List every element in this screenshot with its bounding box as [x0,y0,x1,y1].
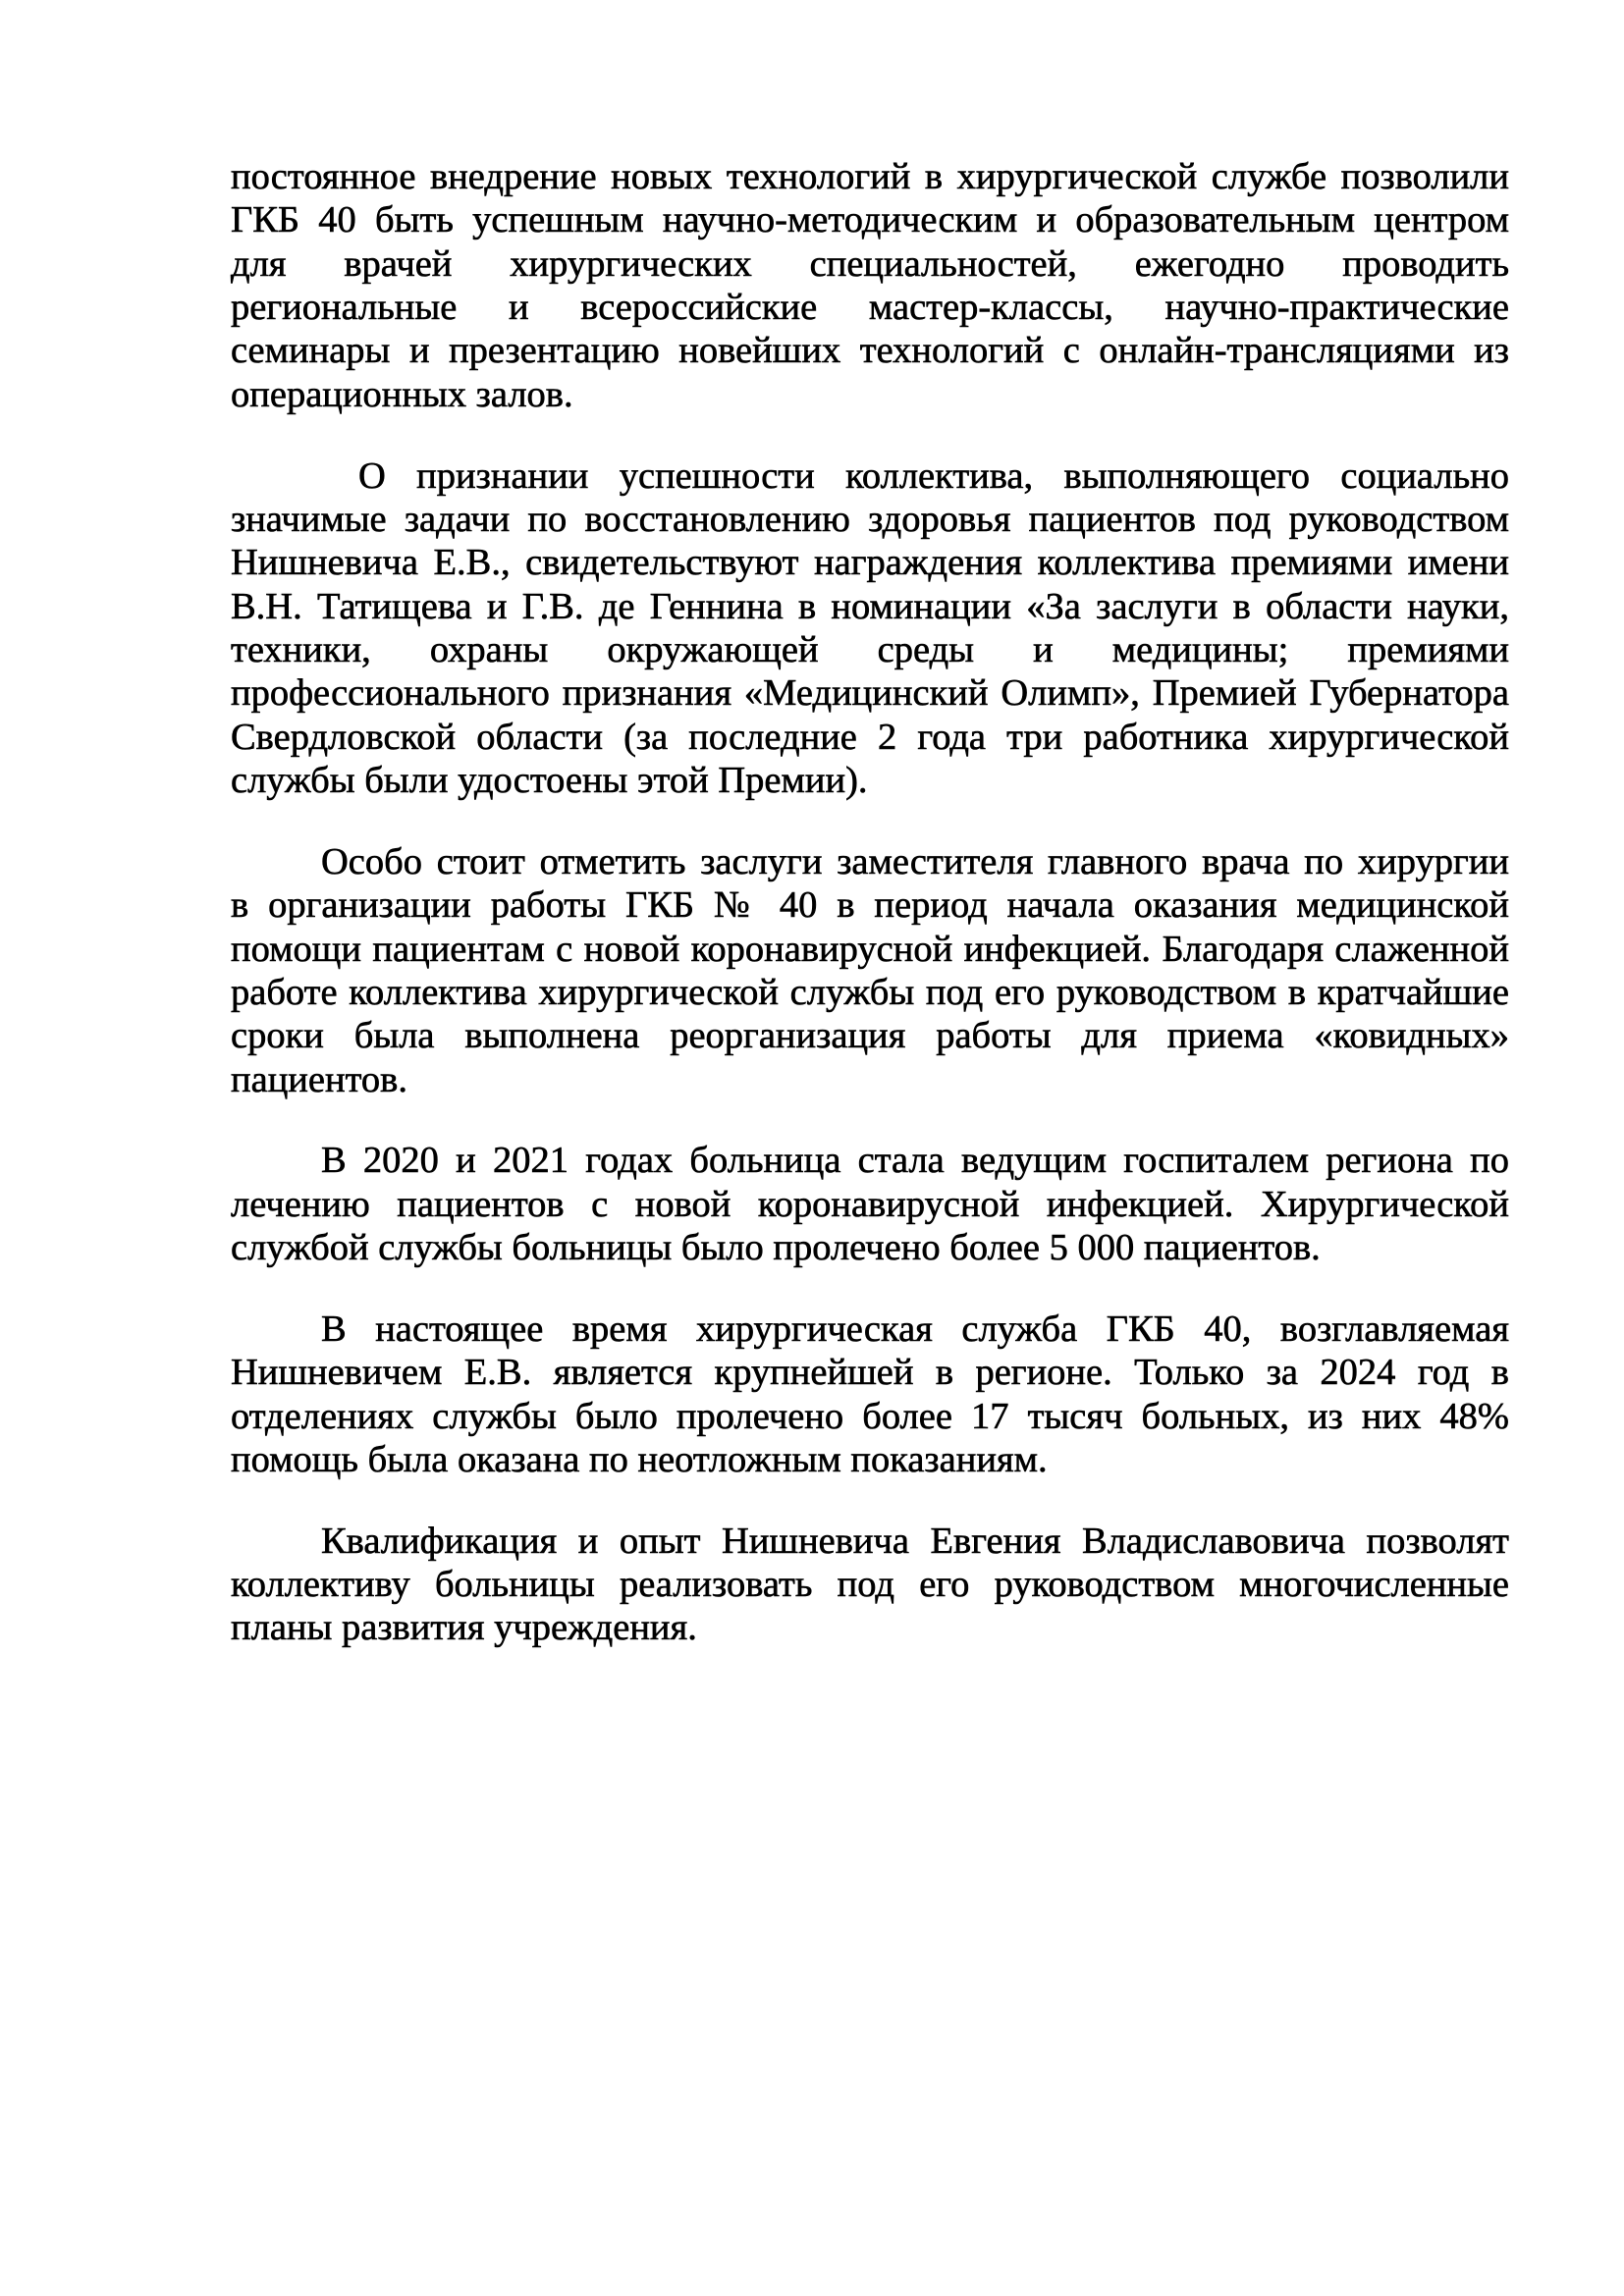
text-line: Нишневичем Е.В. является крупнейшей в регионе. Только за 2024 год в [231,1352,1509,1394]
text-line: Особо стоит отметить заслуги заместителя главного врача по хирургии [321,840,1509,882]
text-line: семинары и презентацию новейших технологий с онлайн-трансляциями из [231,330,1509,372]
text-line: региональные и всероссийские мастер-классы, научно-практические [231,287,1509,329]
text-line: пациентов. [231,1058,407,1100]
text-line: В 2020 и 2021 годах больница стала ведущим госпиталем региона по [321,1140,1509,1182]
text-line: Нишневича Е.В., свидетельствуют награждения коллектива премиями имени [231,542,1509,584]
text-line: профессионального признания «Медицинский Олимп», Премией Губернатора [231,672,1509,715]
text-line: постоянное внедрение новых технологий в хирургической службе позволили [231,156,1509,197]
text-line: службой службы больницы было пролечено более 5 000 пациентов. [231,1227,1321,1269]
text-line: О признании успешности коллектива, выполняющего социально [358,454,1509,497]
text-line: значимые задачи по восстановлению здоровья пациентов под руководством [231,498,1509,540]
text-line: отделениях службы было пролечено более 17 тысяч больных, из них 48% [231,1395,1509,1437]
text-line: для врачей хирургических специальностей, ежегодно проводить [231,242,1509,285]
text-line: службы были удостоены этой Премии). [231,759,868,801]
text-line: Свердловской области (за последние 2 года три работника хирургической [231,716,1509,758]
text-line: планы развития учреждения. [231,1607,697,1649]
text-line: помощи пациентам с новой коронавирусной инфекцией. Благодаря слаженной [231,928,1509,970]
text-line: техники, охраны окружающей среды и медицины; премиями [231,628,1509,670]
text-line: работе коллектива хирургической службы под его руководством в кратчайшие [231,971,1509,1013]
text-line: операционных залов. [231,373,573,415]
text-line: ГКБ 40 быть успешным научно-методическим и образовательным центром [231,199,1509,241]
document-body [231,155,1509,1687]
text-line: сроки была выполнена реорганизация работы для приема «ковидных» [231,1015,1509,1057]
text-line: помощь была оказана по неотложным показаниям. [231,1438,1048,1480]
text-line: в организации работы ГКБ № 40 в период начала оказания медицинской [231,884,1509,927]
text-line: В настоящее время хирургическая служба ГКБ 40, возглавляемая [321,1308,1509,1350]
text-line: В.Н. Татищева и Г.В. де Геннина в номинации «За заслуги в области науки, [231,585,1509,627]
text-line: Квалификация и опыт Нишневича Евгения Владиславовича позволят [321,1520,1509,1562]
text-line: лечению пациентов с новой коронавирусной инфекцией. Хирургической [231,1183,1509,1225]
text-line: коллективу больницы реализовать под его руководством многочисленные [231,1564,1509,1606]
